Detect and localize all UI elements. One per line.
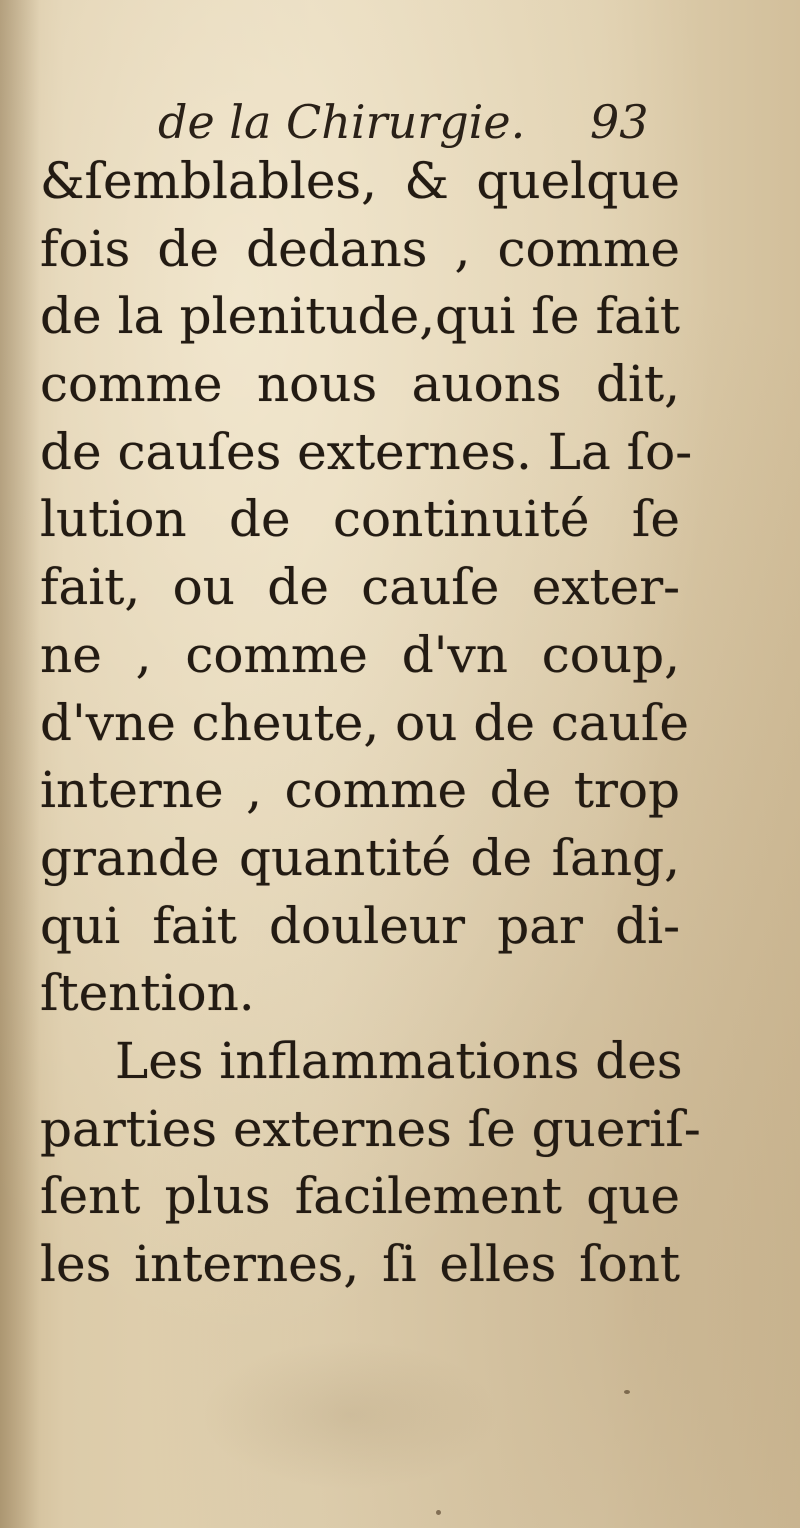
text-line: comme nous auons dit, (40, 355, 680, 414)
body-text (40, 148, 701, 1299)
text-line: fait, ou de cauſe exter- (40, 558, 680, 617)
text-line: de cauſes externes. La ſo- (40, 422, 693, 481)
text-line: &ſemblables, & quelque (40, 152, 680, 210)
running-head-title: de la Chirurgie. (158, 95, 526, 149)
text-line: lution de continuité ſe (40, 490, 680, 549)
text-line: fois de dedans , comme (40, 219, 680, 278)
text-line: qui fait douleur par di- (40, 896, 680, 955)
text-line: les internes, ſi elles ſont (40, 1235, 680, 1293)
text-line: ſent plus facilement que (40, 1167, 680, 1226)
ink-speck (436, 1510, 441, 1515)
text-line: de la plenitude,qui ſe fait (40, 287, 680, 346)
text-line: Les inflammations des (115, 1031, 683, 1090)
ink-speck (624, 1390, 630, 1394)
text-line: ſtention. (40, 964, 255, 1023)
text-line: interne , comme de trop (40, 761, 680, 820)
text-line: parties externes ſe gueriſ- (40, 1099, 701, 1158)
text-line: grande quantité de ſang, (40, 828, 680, 887)
text-line: d'vne cheute, ou de cauſe (40, 693, 689, 752)
text-line: ne , comme d'vn coup, (40, 625, 680, 684)
running-head (0, 95, 800, 155)
paper-stain (200, 1340, 500, 1490)
page-gutter-shadow (0, 0, 40, 1528)
page-number: 93 (590, 95, 649, 149)
